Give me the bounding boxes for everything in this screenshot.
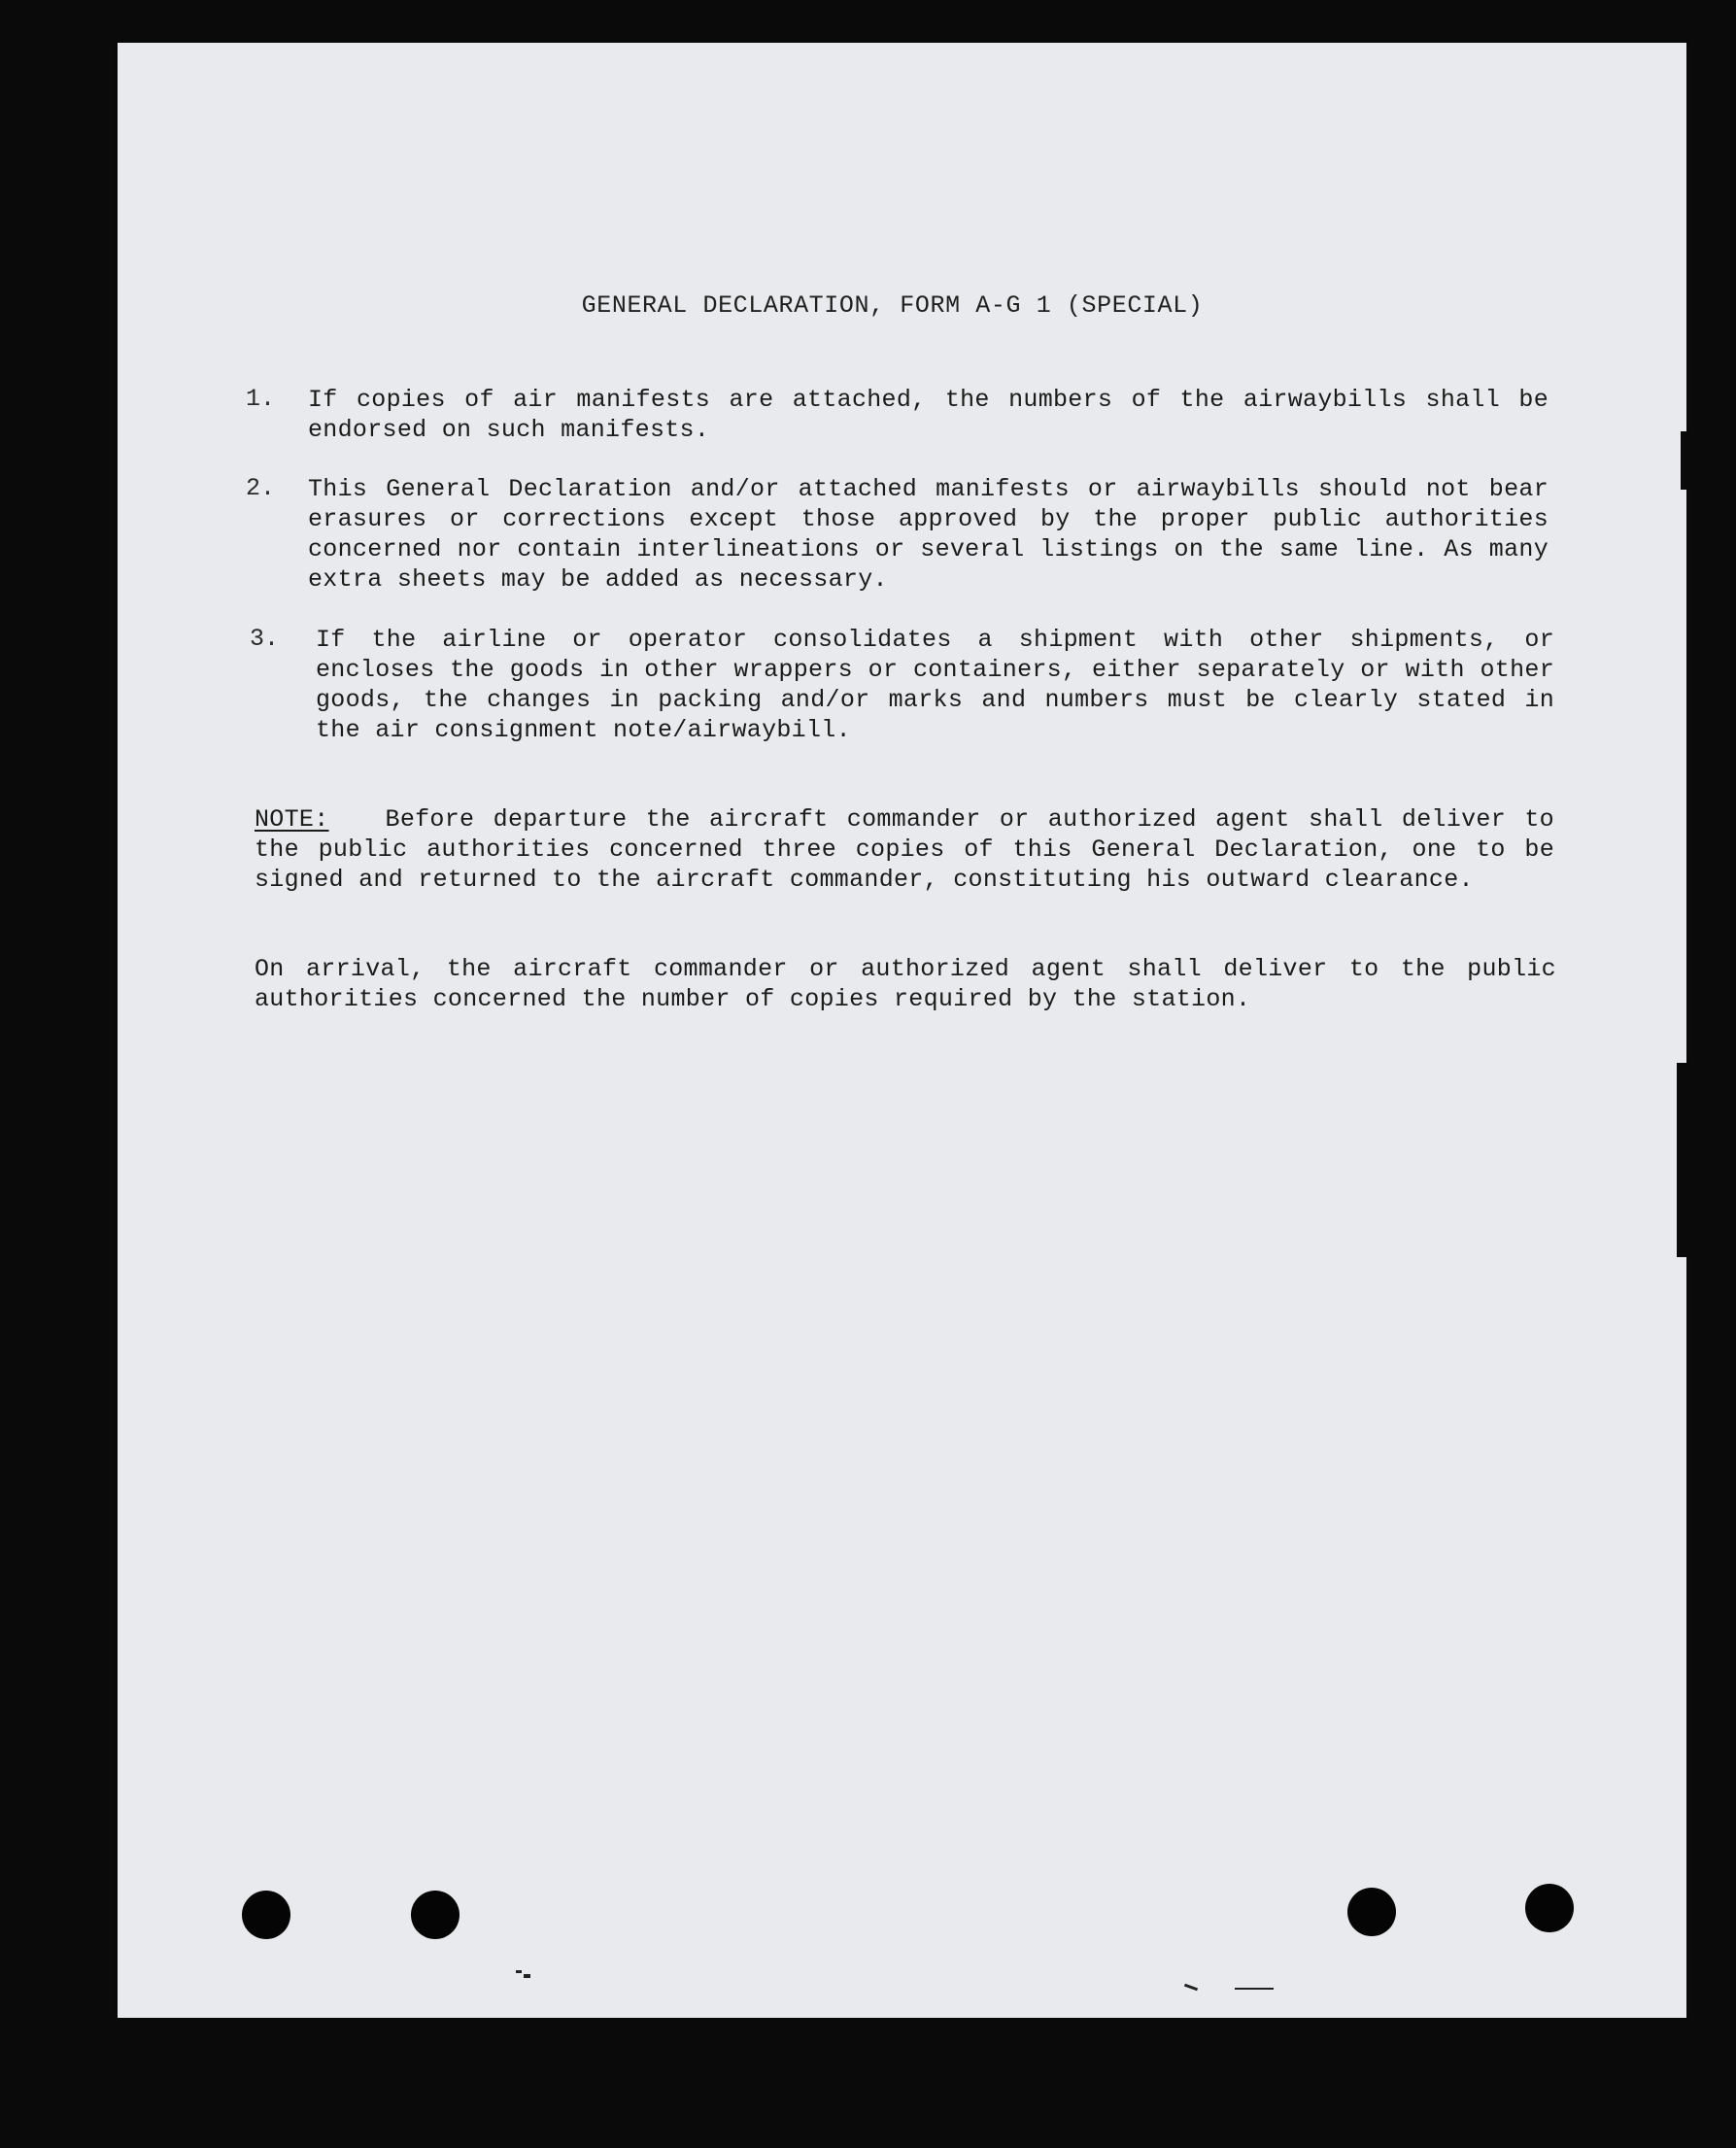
note-label: NOTE: [255,805,329,834]
paper-edge-tear [1681,431,1688,490]
item-number-1: 1. [246,385,276,413]
item-number-3: 3. [250,625,280,653]
punch-hole [411,1891,460,1939]
document-title: GENERAL DECLARATION, FORM A-G 1 (SPECIAL) [581,291,1204,320]
scan-speck [1184,1984,1198,1992]
item-text-3: If the airline or operator consolidates a shipment with other shipments, or encloses the goods in other wrappers or containers, either separately or with other goods, the changes in packing and/or marks and numbers must be clearly stated in the air consignment note/airwaybill. [316,626,1554,744]
arrival-paragraph: On arrival, the aircraft commander or authorized agent shall deliver to the public authorities concerned the number of copies required by the station. [255,955,1556,1013]
scan-speck [516,1970,522,1973]
punch-hole [1347,1888,1396,1936]
punch-hole [242,1891,290,1939]
note-paragraph [255,804,1554,895]
item-text-2: This General Declaration and/or attached manifests or airwaybills should not bear erasures or corrections except those approved by the proper public authorities concerned nor contain interlineations or several listings on the same line. As many extra sheets may be added as necessary. [308,475,1549,594]
scan-speck [524,1974,530,1978]
item-number-2: 2. [246,474,276,502]
paper-edge-tear [1677,1063,1688,1257]
item-text-1: If copies of air manifests are attached, the numbers of the airwaybills shall be endorsed on such manifests. [308,386,1549,444]
scan-speck [1235,1988,1274,1990]
punch-hole [1525,1884,1574,1932]
document-page [118,43,1686,2018]
note-text: Before departure the aircraft commander or authorized agent shall deliver to the public authorities concerned three copies of this General Declaration, one to be signed and returned to the aircraft commander, constituting his outward clearance. [255,805,1554,894]
